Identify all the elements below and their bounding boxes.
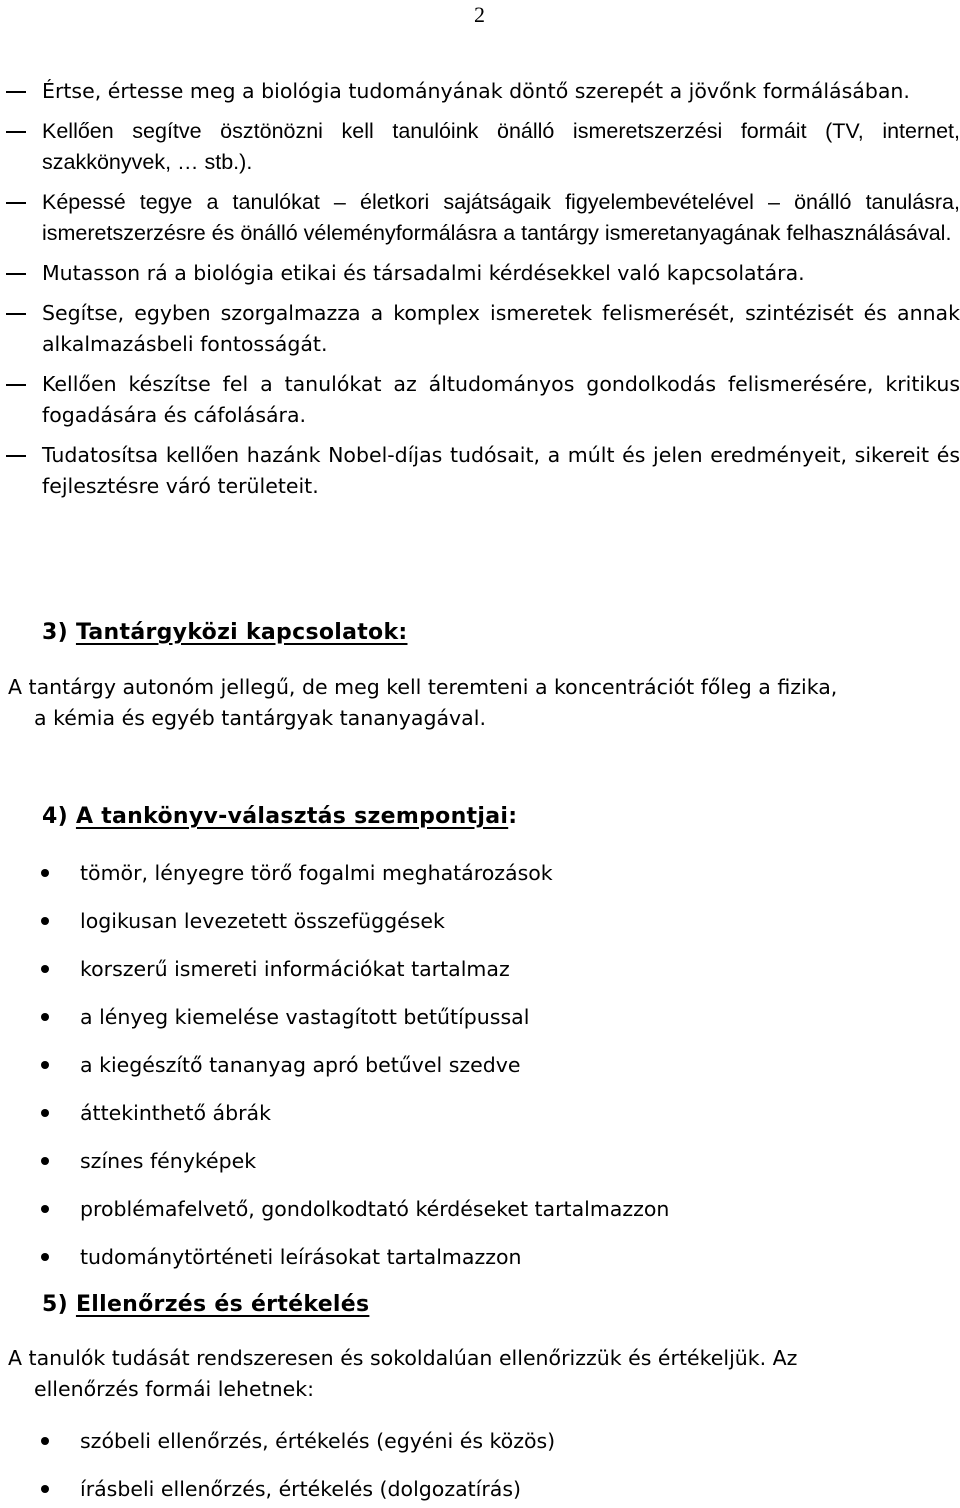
bullet-icon bbox=[41, 1485, 49, 1493]
section-3-paragraph bbox=[8, 672, 958, 734]
section-colon: : bbox=[508, 804, 518, 829]
bullet-list-item bbox=[0, 1474, 555, 1508]
bullet-item-text: tudománytörténeti leírásokat tartalmazzon bbox=[80, 1245, 522, 1269]
dash-list-item bbox=[0, 187, 960, 249]
section-5-paragraph bbox=[8, 1343, 958, 1405]
section-number: 3) bbox=[42, 620, 68, 645]
dash-bullet-icon bbox=[6, 91, 26, 93]
bullet-list-item bbox=[0, 1426, 555, 1474]
bullet-list-item bbox=[0, 1050, 669, 1098]
bullet-item-text: tömör, lényegre törő fogalmi meghatározások bbox=[80, 861, 553, 885]
bullet-item-text: színes fényképek bbox=[80, 1149, 257, 1173]
section-title: Tantárgyközi kapcsolatok: bbox=[75, 620, 408, 645]
bullet-list-item bbox=[0, 954, 669, 1002]
dash-list-item bbox=[0, 76, 960, 107]
paragraph-line: A tanulók tudását rendszeresen és sokoldalúan ellenőrizzük és értékeljük. Az bbox=[8, 1346, 798, 1370]
dash-bullet-icon bbox=[6, 384, 26, 386]
section-title: Ellenőrzés és értékelés bbox=[75, 1292, 370, 1317]
assessment-forms-list bbox=[0, 1426, 555, 1508]
dash-item-text: Segítse, egyben szorgalmazza a komplex ismeretek felismerését, szintézisét és annak alkalmazásbeli fontosságát. bbox=[42, 301, 960, 356]
textbook-criteria-list bbox=[0, 858, 669, 1290]
bullet-item-text: szóbeli ellenőrzés, értékelés (egyéni és közös) bbox=[80, 1429, 556, 1453]
bullet-list-item bbox=[0, 1002, 669, 1050]
bullet-item-text: a kiegészítő tananyag apró betűvel szedve bbox=[80, 1053, 521, 1077]
dash-item-text: Kellően segítve ösztönözni kell tanulóink önálló ismeretszerzési formáit (TV, internet, szakkönyvek, … stb.). bbox=[42, 119, 960, 174]
section-4-heading bbox=[42, 804, 517, 829]
bullet-item-text: a lényeg kiemelése vastagított betűtípussal bbox=[80, 1005, 530, 1029]
page-number: 2 bbox=[474, 2, 485, 27]
dash-list-item bbox=[0, 298, 960, 360]
dash-list-item bbox=[0, 440, 960, 502]
dash-bullet-icon bbox=[6, 202, 26, 204]
bullet-icon bbox=[41, 1157, 49, 1165]
bullet-icon bbox=[41, 869, 49, 877]
bullet-icon bbox=[41, 1109, 49, 1117]
dash-list-item bbox=[0, 369, 960, 431]
section-title: A tankönyv-választás szempontjai bbox=[75, 804, 509, 829]
dash-item-text: Tudatosítsa kellően hazánk Nobel-díjas tudósait, a múlt és jelen eredményeit, sikereit és fejlesztésre váró területeit. bbox=[42, 443, 960, 498]
bullet-item-text: logikusan levezetett összefüggések bbox=[80, 909, 445, 933]
bullet-item-text: korszerű ismereti információkat tartalmaz bbox=[80, 957, 510, 981]
bullet-list-item bbox=[0, 1242, 669, 1290]
bullet-list-item bbox=[0, 1194, 669, 1242]
dash-list-item bbox=[0, 258, 960, 289]
section-number: 5) bbox=[42, 1292, 68, 1317]
paragraph-line: A tantárgy autonóm jellegű, de meg kell teremteni a koncentrációt főleg a fizika, bbox=[8, 675, 838, 699]
paragraph-line: a kémia és egyéb tantárgyak tananyagával. bbox=[34, 706, 486, 730]
dash-bullet-icon bbox=[6, 313, 26, 315]
bullet-list-item bbox=[0, 1146, 669, 1194]
dash-list-item bbox=[0, 116, 960, 178]
bullet-icon bbox=[41, 965, 49, 973]
bullet-icon bbox=[41, 1013, 49, 1021]
bullet-item-text: írásbeli ellenőrzés, értékelés (dolgozatírás) bbox=[80, 1477, 522, 1501]
dash-item-text: Mutasson rá a biológia etikai és társadalmi kérdésekkel való kapcsolatára. bbox=[42, 261, 805, 285]
dash-bullet-icon bbox=[6, 273, 26, 275]
paragraph-line: ellenőrzés formái lehetnek: bbox=[34, 1377, 315, 1401]
bullet-icon bbox=[41, 1061, 49, 1069]
bullet-item-text: áttekinthető ábrák bbox=[80, 1101, 271, 1125]
bullet-icon bbox=[41, 1437, 49, 1445]
dash-bullet-icon bbox=[6, 455, 26, 457]
bullet-icon bbox=[41, 1253, 49, 1261]
objectives-dash-list bbox=[0, 76, 960, 511]
dash-item-text: Képessé tegye a tanulókat – életkori sajátságaik figyelembevételével – önálló tanulásra, ismeretszerzésre és önálló véleményformálásra a tantárgy ismeretanyagának felhasználásával. bbox=[42, 190, 960, 245]
dash-item-text: Értse, értesse meg a biológia tudományának döntő szerepét a jövőnk formálásában. bbox=[42, 79, 910, 103]
dash-item-text: Kellően készítse fel a tanulókat az áltudományos gondolkodás felismerésére, kritikus fogadására és cáfolására. bbox=[42, 372, 960, 427]
bullet-list-item bbox=[0, 1098, 669, 1146]
bullet-item-text: problémafelvető, gondolkodtató kérdéseket tartalmazzon bbox=[80, 1197, 670, 1221]
bullet-icon bbox=[41, 1205, 49, 1213]
bullet-list-item bbox=[0, 906, 669, 954]
section-5-heading bbox=[42, 1292, 369, 1317]
dash-bullet-icon bbox=[6, 131, 26, 133]
bullet-icon bbox=[41, 917, 49, 925]
bullet-list-item bbox=[0, 858, 669, 906]
section-3-heading bbox=[42, 620, 408, 645]
section-number: 4) bbox=[42, 804, 68, 829]
